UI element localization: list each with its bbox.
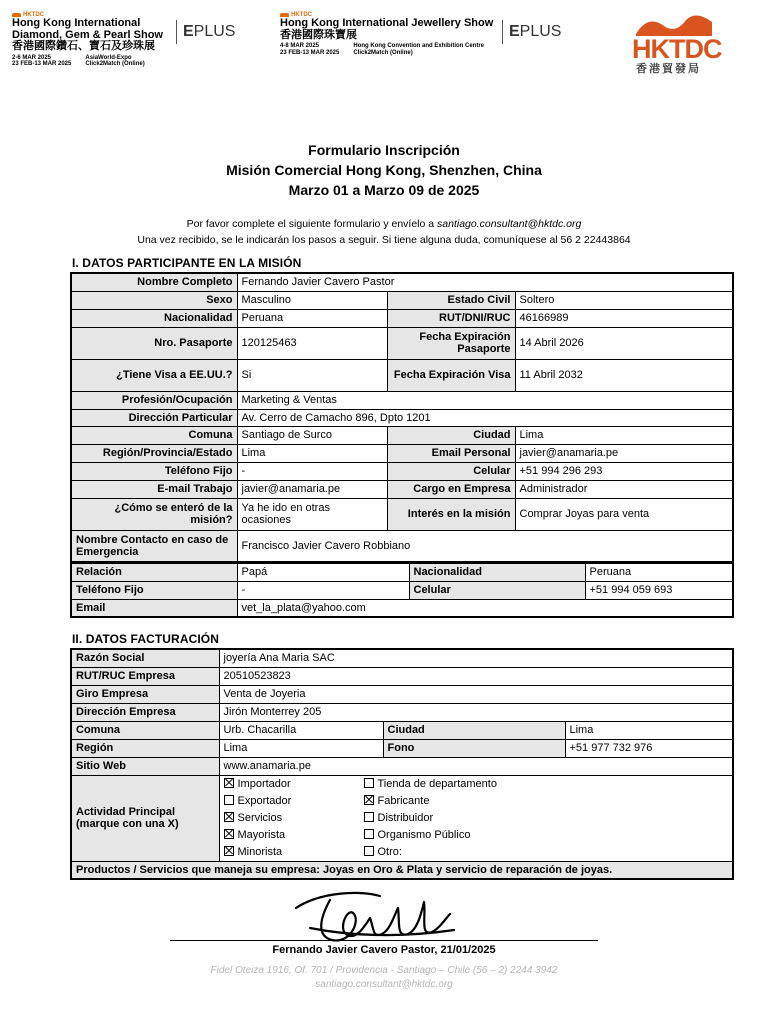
- comuna-empresa-field[interactable]: Urb. Chacarilla: [219, 721, 383, 739]
- activity-option[interactable]: [364, 793, 729, 810]
- region-label: Región/Provincia/Estado: [71, 444, 237, 462]
- signature-line: [170, 940, 598, 941]
- comuna-empresa-label: Comuna: [71, 721, 219, 739]
- eplus-logo-2: EPLUS: [502, 20, 561, 44]
- empty-checkbox-icon[interactable]: [364, 829, 374, 839]
- show1-name-line1: Hong Kong International: [12, 17, 141, 30]
- activity-label: Tienda de departamento: [377, 777, 497, 790]
- cargo-field[interactable]: Administrador: [515, 480, 733, 498]
- actividad-label: Actividad Principal (marque con una X): [71, 775, 219, 861]
- activity-option[interactable]: [364, 827, 729, 844]
- hktdc-logo: [632, 12, 722, 75]
- activity-label: Minorista: [237, 845, 283, 858]
- como-se-entero-label: ¿Cómo se enteró de la misión?: [71, 498, 237, 530]
- activity-option[interactable]: [224, 793, 364, 810]
- celular-label: Celular: [387, 462, 515, 480]
- section-1-heading: I. DATOS PARTICIPANTE EN LA MISIÓN: [72, 256, 302, 270]
- activity-option[interactable]: [224, 810, 364, 827]
- visa-label: ¿Tiene Visa a EE.UU.?: [71, 359, 237, 391]
- email-contacto-label: Email: [71, 599, 237, 617]
- activity-option[interactable]: [364, 810, 729, 827]
- activity-label: Otro:: [377, 845, 402, 858]
- ciudad-field[interactable]: Lima: [515, 426, 733, 444]
- show2-name-line1: Hong Kong International Jewellery Show: [280, 17, 494, 30]
- show1-dates: 2-6 MAR 2025 23 FEB-13 MAR 2025: [12, 54, 72, 68]
- nacionalidad-contacto-field[interactable]: Peruana: [585, 563, 733, 581]
- fono-field[interactable]: +51 977 732 976: [565, 739, 733, 757]
- email-contacto-field[interactable]: vet_la_plata@yahoo.com: [237, 599, 733, 617]
- actividad-checkboxes: [219, 775, 733, 861]
- relacion-field[interactable]: Papá: [237, 563, 409, 581]
- form-title: [0, 140, 768, 200]
- relacion-label: Relación: [71, 563, 237, 581]
- section-2-heading: II. DATOS FACTURACIÓN: [72, 632, 219, 646]
- activity-label: Distribuidor: [377, 811, 434, 824]
- show1-venues: AsiaWorld-Expo Click2Match (Online): [85, 54, 145, 68]
- ciudad-empresa-field[interactable]: Lima: [565, 721, 733, 739]
- ciudad-empresa-label: Ciudad: [383, 721, 565, 739]
- show1-org: HKTDC: [12, 12, 163, 18]
- profesion-label: Profesión/Ocupación: [71, 391, 237, 409]
- pasaporte-field[interactable]: 120125463: [237, 327, 387, 359]
- celular-contacto-field[interactable]: +51 994 059 693: [585, 581, 733, 599]
- billing-table: [70, 648, 734, 880]
- checked-box-icon[interactable]: [224, 778, 234, 788]
- email-personal-label: Email Personal: [387, 444, 515, 462]
- rut-empresa-label: RUT/RUC Empresa: [71, 667, 219, 685]
- activity-label: Importador: [237, 777, 291, 790]
- telefono-field[interactable]: -: [237, 462, 387, 480]
- footer-email: santiago.consultant@hktdc.org: [315, 979, 453, 990]
- activity-option[interactable]: [224, 776, 364, 793]
- empty-checkbox-icon[interactable]: [364, 778, 374, 788]
- contacto-emergencia-label: Nombre Contacto en caso de Emergencia: [71, 530, 237, 562]
- rut-empresa-field[interactable]: 20510523823: [219, 667, 733, 685]
- interes-label: Interés en la misión: [387, 498, 515, 530]
- checked-box-icon[interactable]: [224, 829, 234, 839]
- title-line-2: Misión Comercial Hong Kong, Shenzhen, China: [226, 162, 542, 178]
- telefono-contacto-field[interactable]: -: [237, 581, 409, 599]
- show1-name-cn: 香港國際鑽石、寶石及珍珠展: [12, 40, 155, 53]
- empty-checkbox-icon[interactable]: [364, 812, 374, 822]
- signature-name: Fernando Javier Cavero Pastor, 21/01/2025: [272, 944, 496, 956]
- telefono-label: Teléfono Fijo: [71, 462, 237, 480]
- nacionalidad-field[interactable]: Peruana: [237, 309, 387, 327]
- jewellery-show-logo: [280, 12, 493, 56]
- activity-label: Servicios: [237, 811, 283, 824]
- nombre-label: Nombre Completo: [71, 273, 237, 291]
- visa-field[interactable]: Si: [237, 359, 387, 391]
- sexo-field[interactable]: Masculino: [237, 291, 387, 309]
- activity-option[interactable]: [364, 776, 729, 793]
- region-empresa-field[interactable]: Lima: [219, 739, 383, 757]
- title-line-1: Formulario Inscripción: [308, 142, 460, 158]
- footer: [0, 964, 768, 992]
- show2-org: HKTDC: [280, 12, 493, 18]
- direccion-field[interactable]: Av. Cerro de Camacho 896, Dpto 1201: [237, 409, 733, 426]
- comuna-label: Comuna: [71, 426, 237, 444]
- contact-email-link[interactable]: santiago.consultant@hktdc.org: [437, 218, 582, 230]
- nombre-field[interactable]: Fernando Javier Cavero Pastor: [237, 273, 733, 291]
- telefono-contacto-label: Teléfono Fijo: [71, 581, 237, 599]
- hktdc-logo-text: HKTDC: [632, 34, 722, 64]
- fecha-exp-visa-field[interactable]: 11 Abril 2032: [515, 359, 733, 391]
- intro-line-2: Una vez recibido, se le indicarán los pasos a seguir. Si tiene alguna duda, comuníquese al 56 2 22443864: [137, 234, 631, 246]
- direccion-label: Dirección Particular: [71, 409, 237, 426]
- sexo-label: Sexo: [71, 291, 237, 309]
- activity-label: Fabricante: [377, 794, 430, 807]
- title-line-3: Marzo 01 a Marzo 09 de 2025: [288, 182, 480, 198]
- activity-option[interactable]: [224, 844, 364, 861]
- eplus-logo-1: EPLUS: [176, 20, 235, 44]
- email-trabajo-label: E-mail Trabajo: [71, 480, 237, 498]
- estado-civil-label: Estado Civil: [387, 291, 515, 309]
- show2-venues: Hong Kong Convention and Exhibition Centre Click2Match (Online): [353, 43, 485, 56]
- region-empresa-label: Región: [71, 739, 219, 757]
- checked-box-icon[interactable]: [364, 795, 374, 805]
- checked-box-icon[interactable]: [224, 846, 234, 856]
- region-field[interactable]: Lima: [237, 444, 387, 462]
- fecha-exp-visa-label: Fecha Expiración Visa: [387, 359, 515, 391]
- direccion-empresa-label: Dirección Empresa: [71, 703, 219, 721]
- email-trabajo-field[interactable]: javier@anamaria.pe: [237, 480, 387, 498]
- footer-address: Fidel Oteiza 1916, Of. 701 / Providencia - Santiago – Chile (56 – 2) 2244 3942: [210, 965, 558, 976]
- activity-option[interactable]: [364, 844, 729, 861]
- show2-dates: 4-8 MAR 2025 23 FEB-13 MAR 2025: [280, 43, 340, 56]
- nacionalidad-label: Nacionalidad: [71, 309, 237, 327]
- emergency-contact-table: [70, 562, 734, 618]
- profesion-field[interactable]: Marketing & Ventas: [237, 391, 733, 409]
- email-personal-field[interactable]: javier@anamaria.pe: [515, 444, 733, 462]
- cargo-label: Cargo en Empresa: [387, 480, 515, 498]
- activity-label: Organismo Público: [377, 828, 471, 841]
- rut-field[interactable]: 46166989: [515, 309, 733, 327]
- fecha-exp-pasaporte-label: Fecha Expiración Pasaporte: [387, 327, 515, 359]
- show2-name-cn: 香港國際珠寶展: [280, 28, 357, 41]
- activity-label: Exportador: [237, 794, 292, 807]
- razon-social-label: Razón Social: [71, 649, 219, 667]
- activity-option[interactable]: [224, 827, 364, 844]
- nacionalidad-contacto-label: Nacionalidad: [409, 563, 585, 581]
- rut-label: RUT/DNI/RUC: [387, 309, 515, 327]
- direccion-empresa-field[interactable]: Jirón Monterrey 205: [219, 703, 733, 721]
- activity-label: Mayorista: [237, 828, 286, 841]
- celular-field[interactable]: +51 994 296 293: [515, 462, 733, 480]
- productos-field[interactable]: Productos / Servicios que maneja su empresa: Joyas en Oro & Plata y servicio de reparación de joyas.: [71, 861, 733, 879]
- sitio-web-field[interactable]: www.anamaria.pe: [219, 757, 733, 775]
- ciudad-label: Ciudad: [387, 426, 515, 444]
- interes-field[interactable]: Comprar Joyas para venta: [515, 498, 733, 530]
- como-se-entero-field[interactable]: Ya he ido en otras ocasiones: [237, 498, 387, 530]
- intro-text: Por favor complete el siguiente formulario y envíelo a santiago.consultant@hktdc.org Una vez recibido, se le indicarán los pasos a seguir. Si tiene alguna duda, comuníquese al 56 2 22443864: [0, 216, 768, 248]
- comuna-field[interactable]: Santiago de Surco: [237, 426, 387, 444]
- fecha-exp-pasaporte-field[interactable]: 14 Abril 2026: [515, 327, 733, 359]
- contacto-emergencia-field[interactable]: Francisco Javier Cavero Robbiano: [237, 530, 733, 562]
- estado-civil-field[interactable]: Soltero: [515, 291, 733, 309]
- giro-label: Giro Empresa: [71, 685, 219, 703]
- participant-table: [70, 272, 734, 563]
- razon-social-field[interactable]: joyería Ana Maria SAC: [219, 649, 733, 667]
- giro-field[interactable]: Venta de Joyeria: [219, 685, 733, 703]
- diamond-show-logo: [12, 12, 163, 68]
- empty-checkbox-icon[interactable]: [224, 795, 234, 805]
- empty-checkbox-icon[interactable]: [364, 846, 374, 856]
- pasaporte-label: Nro. Pasaporte: [71, 327, 237, 359]
- hktdc-logo-cn: 香港貿發局: [636, 63, 701, 75]
- checked-box-icon[interactable]: [224, 812, 234, 822]
- sitio-web-label: Sitio Web: [71, 757, 219, 775]
- fono-label: Fono: [383, 739, 565, 757]
- celular-contacto-label: Celular: [409, 581, 585, 599]
- show1-name-line2: Diamond, Gem & Pearl Show: [12, 28, 163, 41]
